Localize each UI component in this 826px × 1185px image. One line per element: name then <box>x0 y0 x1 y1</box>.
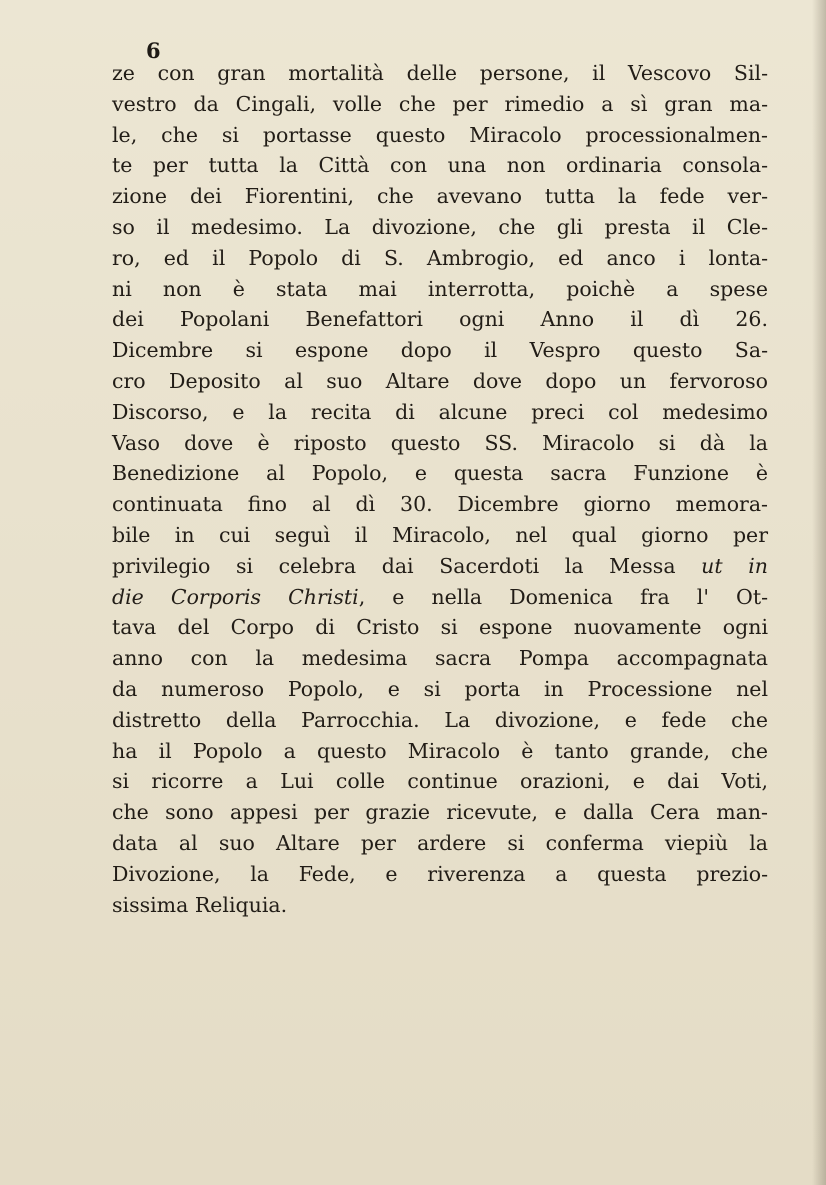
text-segment: privilegio si celebra dai Sacerdoti la Messa <box>112 553 676 578</box>
text-line: ni non è stata mai interrotta, poichè a spese <box>112 276 768 301</box>
text-segment: , e nella Domenica fra l' Ot- <box>358 584 769 609</box>
text-line: ro, ed il Popolo di S. Ambrogio, ed anco i lonta- <box>112 245 768 270</box>
text-line: da numeroso Popolo, e si porta in Processione nel <box>112 676 768 701</box>
text-line: zione dei Fiorentini, che avevano tutta la fede ver- <box>112 184 768 209</box>
text-line-with-italic <box>112 582 768 613</box>
text-line: si ricorre a Lui colle continue orazioni, e dai Voti, <box>112 769 768 794</box>
text-line: tava del Corpo di Cristo si espone nuovamente ogni <box>112 615 768 640</box>
text-line: so il medesimo. La divozione, che gli presta il Cle- <box>112 214 768 239</box>
body-text <box>112 58 768 920</box>
text-line: Vaso dove è riposto questo SS. Miracolo si dà la <box>112 430 768 455</box>
text-line: sissima Reliquia. <box>112 892 288 917</box>
text-line-with-italic <box>112 551 768 582</box>
text-line: cro Deposito al suo Altare dove dopo un fervoroso <box>112 368 768 393</box>
text-line: bile in cui seguì il Miracolo, nel qual giorno per <box>112 522 768 547</box>
text-line: ha il Popolo a questo Miracolo è tanto grande, che <box>112 738 768 763</box>
text-line: Dicembre si espone dopo il Vespro questo Sa- <box>112 338 768 363</box>
text-line: Benedizione al Popolo, e questa sacra Funzione è <box>112 461 768 486</box>
text-line: te per tutta la Città con una non ordinaria consola- <box>112 153 768 178</box>
text-line: data al suo Altare per ardere si conferma viepiù la <box>112 830 768 855</box>
italic-phrase: die Corporis Christi <box>112 584 359 609</box>
text-line: anno con la medesima sacra Pompa accompagnata <box>112 646 768 671</box>
italic-phrase: ut in <box>701 553 768 578</box>
text-line: che sono appesi per grazie ricevute, e dalla Cera man- <box>112 800 768 825</box>
text-line: continuata fino al dì 30. Dicembre giorno memora- <box>112 492 768 517</box>
text-line: vestro da Cingali, volle che per rimedio a sì gran ma- <box>112 91 768 116</box>
page-number: 6 <box>146 38 161 63</box>
text-line: ze con gran mortalità delle persone, il Vescovo Sil- <box>112 61 768 85</box>
text-line: Divozione, la Fede, e riverenza a questa prezio- <box>112 861 768 886</box>
text-line: distretto della Parrocchia. La divozione, e fede che <box>112 707 768 732</box>
text-line: dei Popolani Benefattori ogni Anno il dì 26. <box>112 307 768 332</box>
page-edge-shadow <box>812 0 826 1185</box>
text-line: Discorso, e la recita di alcune preci col medesimo <box>112 399 768 424</box>
text-line: le, che si portasse questo Miracolo processionalmen- <box>112 122 768 147</box>
